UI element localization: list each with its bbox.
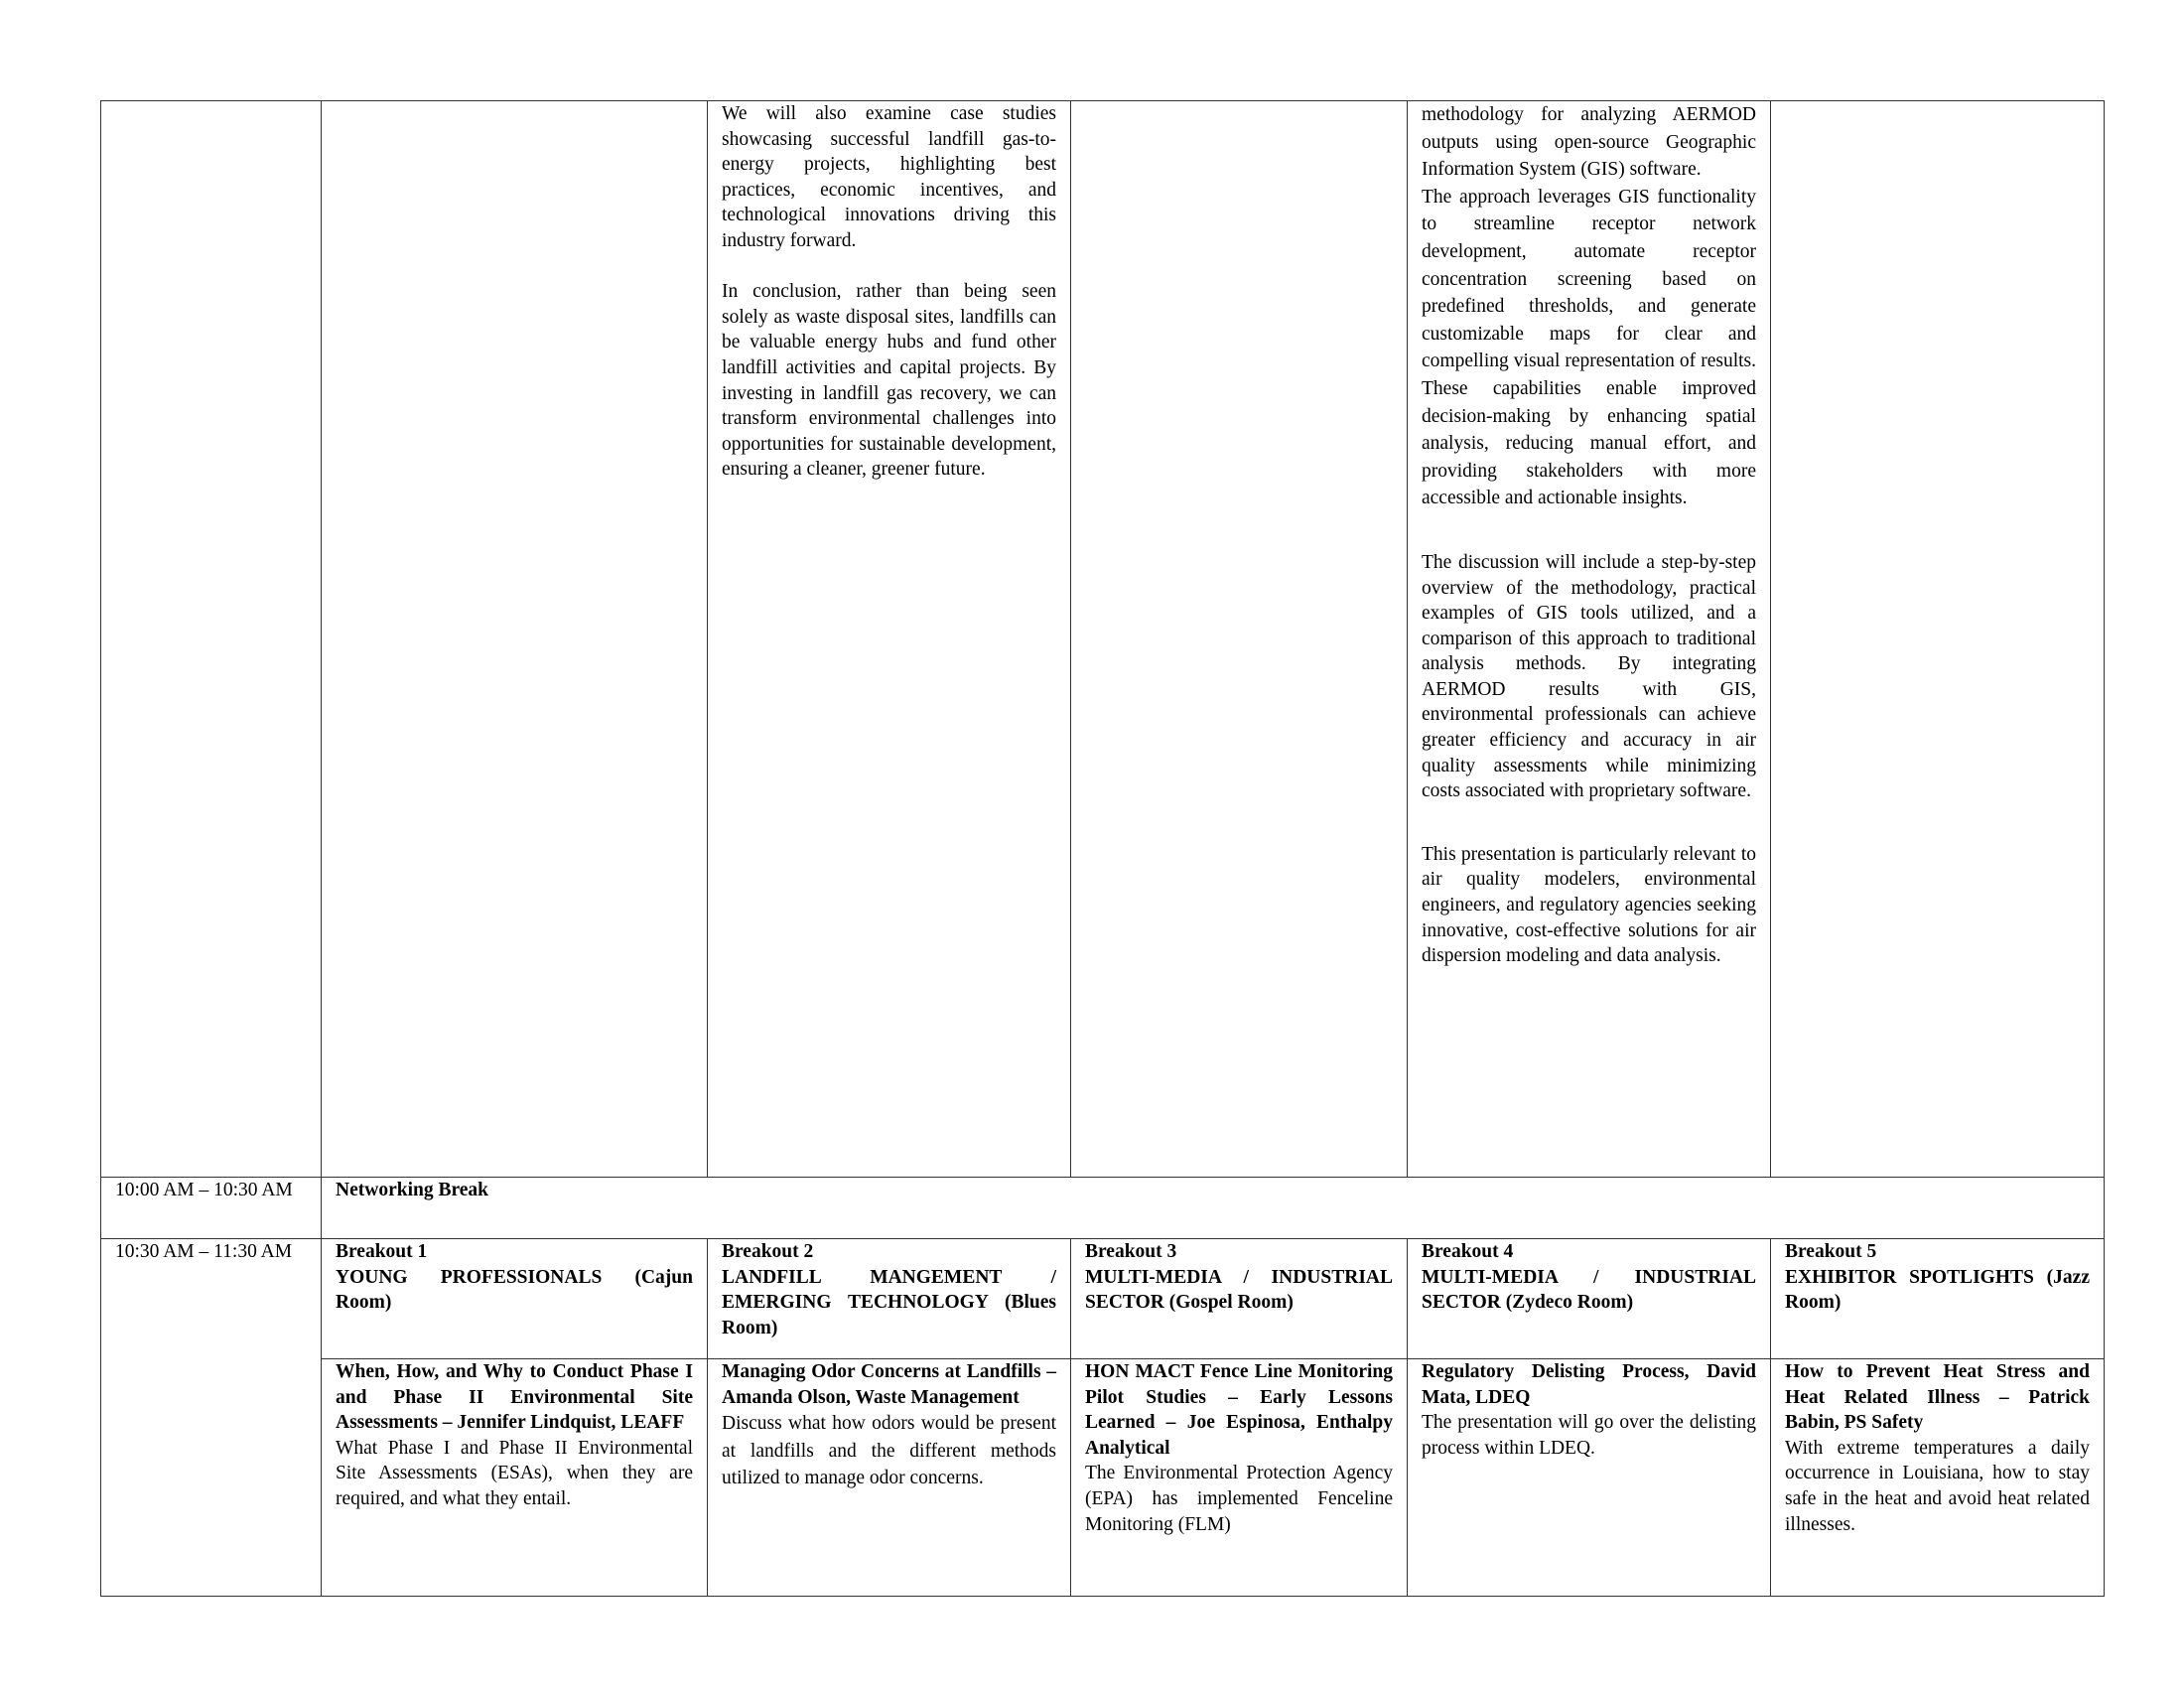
- landfill-gas-paragraph-1: We will also examine case studies showcasing successful landfill gas-to-energy projects, highlighting best practices, economic incentives, and technological innovations driving this industry forward.: [722, 103, 1056, 251]
- breakout-4-track: MULTI-MEDIA / INDUSTRIAL SECTOR (Zydeco Room): [1422, 1266, 1756, 1314]
- breakout-5-track: EXHIBITOR SPOTLIGHTS (Jazz Room): [1785, 1266, 2090, 1314]
- aermod-paragraph-3: The discussion will include a step-by-step overview of the methodology, practical examples of GIS tools utilized, and a comparison of this approach to traditional analysis methods. By integrating AERMOD results with GIS, environmental professionals can achieve greater efficiency and accuracy in air quality assessments while minimizing costs associated with proprietary software.: [1422, 551, 1756, 802]
- breakout-1-continued-cell: [322, 101, 708, 1178]
- breakout-4-title: Breakout 4: [1422, 1241, 1514, 1262]
- breakout-4-header: [1408, 1239, 1771, 1359]
- session-3-description: The Environmental Protection Agency (EPA) has implemented Fenceline Monitoring (FLM): [1085, 1463, 1393, 1535]
- breakout-header-row: [101, 1239, 2105, 1359]
- breakout-5-continued-cell: [1771, 101, 2105, 1178]
- session-3-title: HON MACT Fence Line Monitoring Pilot Studies – Early Lessons Learned – Joe Espinosa, Enthalpy Analytical: [1085, 1361, 1393, 1459]
- time-cell-empty: [101, 101, 322, 1178]
- session-4-cell: [1408, 1359, 1771, 1597]
- breakout-2-title: Breakout 2: [722, 1241, 814, 1262]
- landfill-gas-paragraph-2: In conclusion, rather than being seen solely as waste disposal sites, landfills can be valuable energy hubs and fund other landfill activities and capital projects. By investing in landfill gas recovery, we can transform environmental challenges into opportunities for sustainable development, ensuring a cleaner, greener future.: [722, 281, 1056, 481]
- breakout-session-row: [101, 1359, 2105, 1597]
- session-4-description: The presentation will go over the delisting process within LDEQ.: [1422, 1412, 1756, 1459]
- continued-sessions-row: [101, 101, 2105, 1178]
- session-5-title: How to Prevent Heat Stress and Heat Related Illness – Patrick Babin, PS Safety: [1785, 1361, 2090, 1434]
- breakout-5-title: Breakout 5: [1785, 1241, 1877, 1262]
- breakout-time: 10:30 AM – 11:30 AM: [101, 1239, 322, 1597]
- aermod-paragraph-2: The approach leverages GIS functionality to streamline receptor network development, automate receptor concentration screening based on predefined thresholds, and generate customizable maps for clear and compelling visual representation of results. These capabilities enable improved decision-making by enhancing spatial analysis, reducing manual effort, and providing stakeholders with more accessible and actionable insights.: [1422, 186, 1756, 509]
- session-2-cell: [708, 1359, 1071, 1597]
- session-2-description: Discuss what how odors would be present at landfills and the different methods utilized to manage odor concerns.: [722, 1413, 1056, 1489]
- session-2-title: Managing Odor Concerns at Landfills – Amanda Olson, Waste Management: [722, 1361, 1056, 1408]
- session-1-cell: [322, 1359, 708, 1597]
- session-3-cell: [1071, 1359, 1408, 1597]
- breakout-1-title: Breakout 1: [336, 1241, 428, 1262]
- session-4-title: Regulatory Delisting Process, David Mata, LDEQ: [1422, 1361, 1756, 1408]
- breakout-2-header: [708, 1239, 1071, 1359]
- session-1-title: When, How, and Why to Conduct Phase I and Phase II Environmental Site Assessments – Jennifer Lindquist, LEAFF: [336, 1361, 693, 1434]
- breakout-3-continued-cell: [1071, 101, 1408, 1178]
- agenda-table: [100, 100, 2105, 1597]
- networking-break-label: Networking Break: [322, 1178, 2105, 1239]
- aermod-paragraph-4: This presentation is particularly relevant to air quality modelers, environmental engineers, and regulatory agencies seeking innovative, cost-effective solutions for air dispersion modeling and data analysis.: [1422, 843, 1756, 967]
- breakout-4-continued-cell: [1408, 101, 1771, 1178]
- breakout-3-title: Breakout 3: [1085, 1241, 1177, 1262]
- breakout-2-track: LANDFILL MANGEMENT / EMERGING TECHNOLOGY (Blues Room): [722, 1266, 1056, 1338]
- session-1-description: What Phase I and Phase II Environmental Site Assessments (ESAs), when they are required, and what they entail.: [336, 1437, 693, 1509]
- breakout-1-track: YOUNG PROFESSIONALS (Cajun Room): [336, 1266, 693, 1314]
- networking-time: 10:00 AM – 10:30 AM: [101, 1178, 322, 1239]
- breakout-2-continued-cell: [708, 101, 1071, 1178]
- session-5-description: With extreme temperatures a daily occurrence in Louisiana, how to stay safe in the heat and avoid heat related illnesses.: [1785, 1437, 2090, 1535]
- session-5-cell: [1771, 1359, 2105, 1597]
- networking-break-row: [101, 1178, 2105, 1239]
- breakout-1-header: [322, 1239, 708, 1359]
- breakout-3-header: [1071, 1239, 1408, 1359]
- breakout-3-track: MULTI-MEDIA / INDUSTRIAL SECTOR (Gospel Room): [1085, 1266, 1393, 1314]
- breakout-5-header: [1771, 1239, 2105, 1359]
- aermod-paragraph-1: methodology for analyzing AERMOD outputs using open-source Geographic Information System (GIS) software.: [1422, 104, 1756, 181]
